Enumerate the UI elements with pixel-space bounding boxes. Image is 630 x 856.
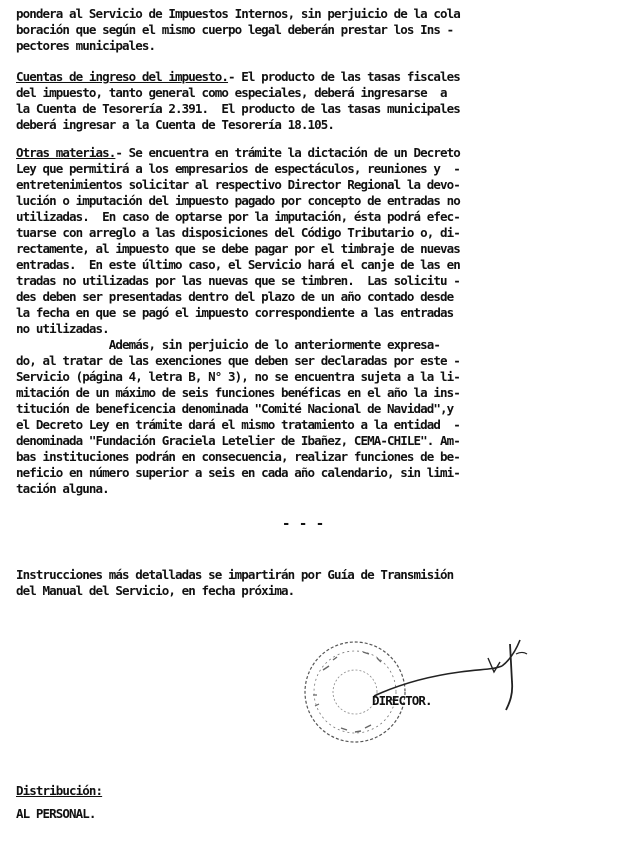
text-line: Además, sin perjuicio de lo anteriormente expresa-	[16, 337, 441, 352]
distribution-value: AL PERSONAL.	[16, 806, 96, 821]
text-line: no utilizadas.	[16, 321, 109, 336]
text-line: pondera al Servicio de Impuestos Internos, sin perjuicio de la cola	[16, 6, 460, 21]
text-line: deberá ingresar a la Cuenta de Tesorería 18.105.	[16, 117, 335, 132]
text-line: Servicio (página 4, letra B, N° 3), no se encuentra sujeta a la li-	[16, 369, 460, 384]
text-line: denominada "Fundación Graciela Letelier de Ibañez, CEMA-CHILE". Am-	[16, 433, 460, 448]
distribution-label: Distribución:	[16, 783, 103, 798]
section-separator: - - -	[282, 516, 325, 532]
text-line: neficio en número superior a seis en cada año calendario, sin limi-	[16, 465, 460, 480]
text-line: el Decreto Ley en trámite dará el mismo tratamiento a la entidad -	[16, 417, 460, 432]
text-line: pectores municipales.	[16, 38, 156, 53]
text-line: tuarse con arreglo a las disposiciones del Código Tributario o, di-	[16, 225, 460, 240]
text-line: mitación de un máximo de seis funciones benéficas en el año la ins-	[16, 385, 460, 400]
cuentas-heading: Cuentas de ingreso del impuesto.	[16, 69, 229, 84]
text-line: do, al tratar de las exenciones que deben ser declaradas por este -	[16, 353, 460, 368]
text-line: lución o imputación del impuesto pagado por concepto de entradas no	[16, 193, 460, 208]
text-line: Instrucciones más detalladas se impartirán por Guía de Transmisión	[16, 567, 454, 582]
text-line: boración que según el mismo cuerpo legal deberán prestar los Ins -	[16, 22, 454, 37]
text-line: entretenimientos solicitar al respectivo Director Regional la devo-	[16, 177, 460, 192]
text-line: entradas. En este último caso, el Servicio hará el canje de las en	[16, 257, 460, 272]
text-line: del impuesto, tanto general como especiales, deberá ingresarse a	[16, 85, 447, 100]
otras-heading: Otras materias.	[16, 145, 116, 160]
otras-first-line	[16, 145, 460, 161]
text-line: tación alguna.	[16, 481, 109, 496]
text-line: del Manual del Servicio, en fecha próxima.	[16, 583, 295, 598]
signature-title: DIRECTOR.	[372, 693, 432, 708]
text-line: la fecha en que se pagó el impuesto correspondiente a las entradas	[16, 305, 454, 320]
text-line: rectamente, al impuesto que se debe pagar por el timbraje de nuevas	[16, 241, 460, 256]
cuentas-first-line	[16, 69, 460, 85]
text-line: bas instituciones podrán en consecuencia, realizar funciones de be-	[16, 449, 460, 464]
text-line: titución de beneficencia denominada "Comité Nacional de Navidad",y	[16, 401, 454, 416]
text-line: Ley que permitirá a los empresarios de espectáculos, reuniones y -	[16, 161, 460, 176]
text-line: utilizadas. En caso de optarse por la imputación, ésta podrá efec-	[16, 209, 460, 224]
text-line: des deben ser presentadas dentro del plazo de un año contado desde	[16, 289, 454, 304]
cuentas-first-rest: - El producto de las tasas fiscales	[228, 69, 460, 84]
text-line: tradas no utilizadas por las nuevas que se timbren. Las solicitu -	[16, 273, 460, 288]
text-line: la Cuenta de Tesorería 2.391. El producto de las tasas municipales	[16, 101, 460, 116]
otras-first-rest: - Se encuentra en trámite la dictación de un Decreto	[115, 145, 460, 160]
